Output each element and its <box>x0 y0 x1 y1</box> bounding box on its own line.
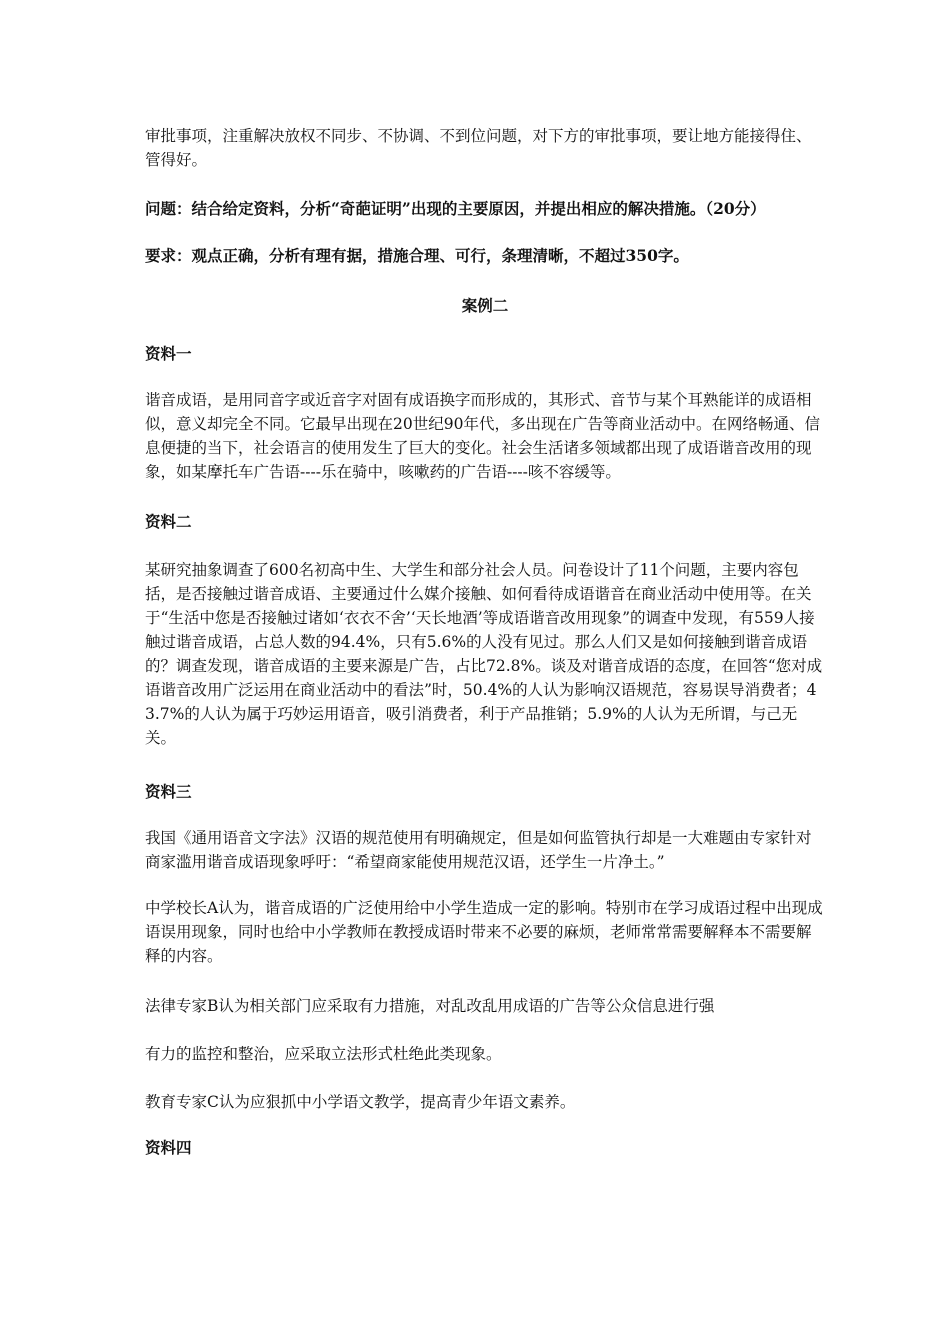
case-title: 案例二 <box>461 296 509 315</box>
requirement-text: 要求：观点正确，分析有理有据，措施合理、可行，条理清晰，不超过350字。 <box>145 246 689 265</box>
material3-para2: 中学校长A认为，谐音成语的广泛使用给中小学生造成一定的影响。特别市在学习成语过程中出现成语误用现象，同时也给中小学教师在教授成语时带来不必要的麻烦，老师常常需要解释本不需要解释的内容。 <box>145 899 823 965</box>
material2-text: 某研究抽象调查了600名初高中生、大学生和部分社会人员。问卷设计了11个问题，主要内容包括，是否接触过谐音成语、主要通过什么媒介接触、如何看待成语谐音在商业活动中使用等。在关于“生活中您是否接触过诸如‘衣衣不舍’‘天长地酒’等成语谐音改用现象”的调查中发现，有559人接触过谐音成语，占总人数的94.4%，只有5.6%的人没有见过。那么人们又是如何接触到谐音成语的？调查发现，谐音成语的主要来源是广告，占比72.8%。谈及对谐音成语的态度，在回答“您对成语谐音改用广泛运用在商业活动中的看法”时，50.4%的人认为影响汉语规范，容易误导消费者；43.7%的人认为属于巧妙运用语音，吸引消费者，利于产品推销；5.9%的人认为无所谓，与己无关。 <box>145 561 823 747</box>
material3-para3: 法律专家B认为相关部门应采取有力措施，对乱改乱用成语的广告等公众信息进行强 <box>145 997 715 1015</box>
material3-para4: 有力的监控和整治，应采取立法形式杜绝此类现象。 <box>145 1045 502 1063</box>
intro-paragraph: 审批事项，注重解决放权不同步、不协调、不到位问题，对下方的审批事项，要让地方能接得住、管得好。 <box>145 127 812 169</box>
material3-heading: 资料三 <box>145 782 192 801</box>
material4-heading: 资料四 <box>145 1138 192 1157</box>
material3-para1: 我国《通用语音文字法》汉语的规范使用有明确规定，但是如何监管执行却是一大难题由专家针对商家滥用谐音成语现象呼吁：“希望商家能使用规范汉语，还学生一片净土。” <box>145 829 812 871</box>
question-text: 问题：结合给定资料，分析“奇葩证明”出现的主要原因，并提出相应的解决措施。（20分） <box>145 199 766 218</box>
material2-heading: 资料二 <box>145 512 192 531</box>
material1-text: 谐音成语，是用同音字或近音字对固有成语换字而形成的，其形式、音节与某个耳熟能详的成语相似，意义却完全不同。它最早出现在20世纪90年代，多出现在广告等商业活动中。在网络畅通、信息便捷的当下，社会语言的使用发生了巨大的变化。社会生活诸多领域都出现了成语谐音改用的现象，如某摩托车广告语----乐在骑中，咳嗽药的广告语----咳不容缓等。 <box>145 391 820 481</box>
material3-para5: 教育专家C认为应狠抓中小学语文教学，提高青少年语文素养。 <box>145 1093 576 1111</box>
material1-heading: 资料一 <box>145 344 192 363</box>
